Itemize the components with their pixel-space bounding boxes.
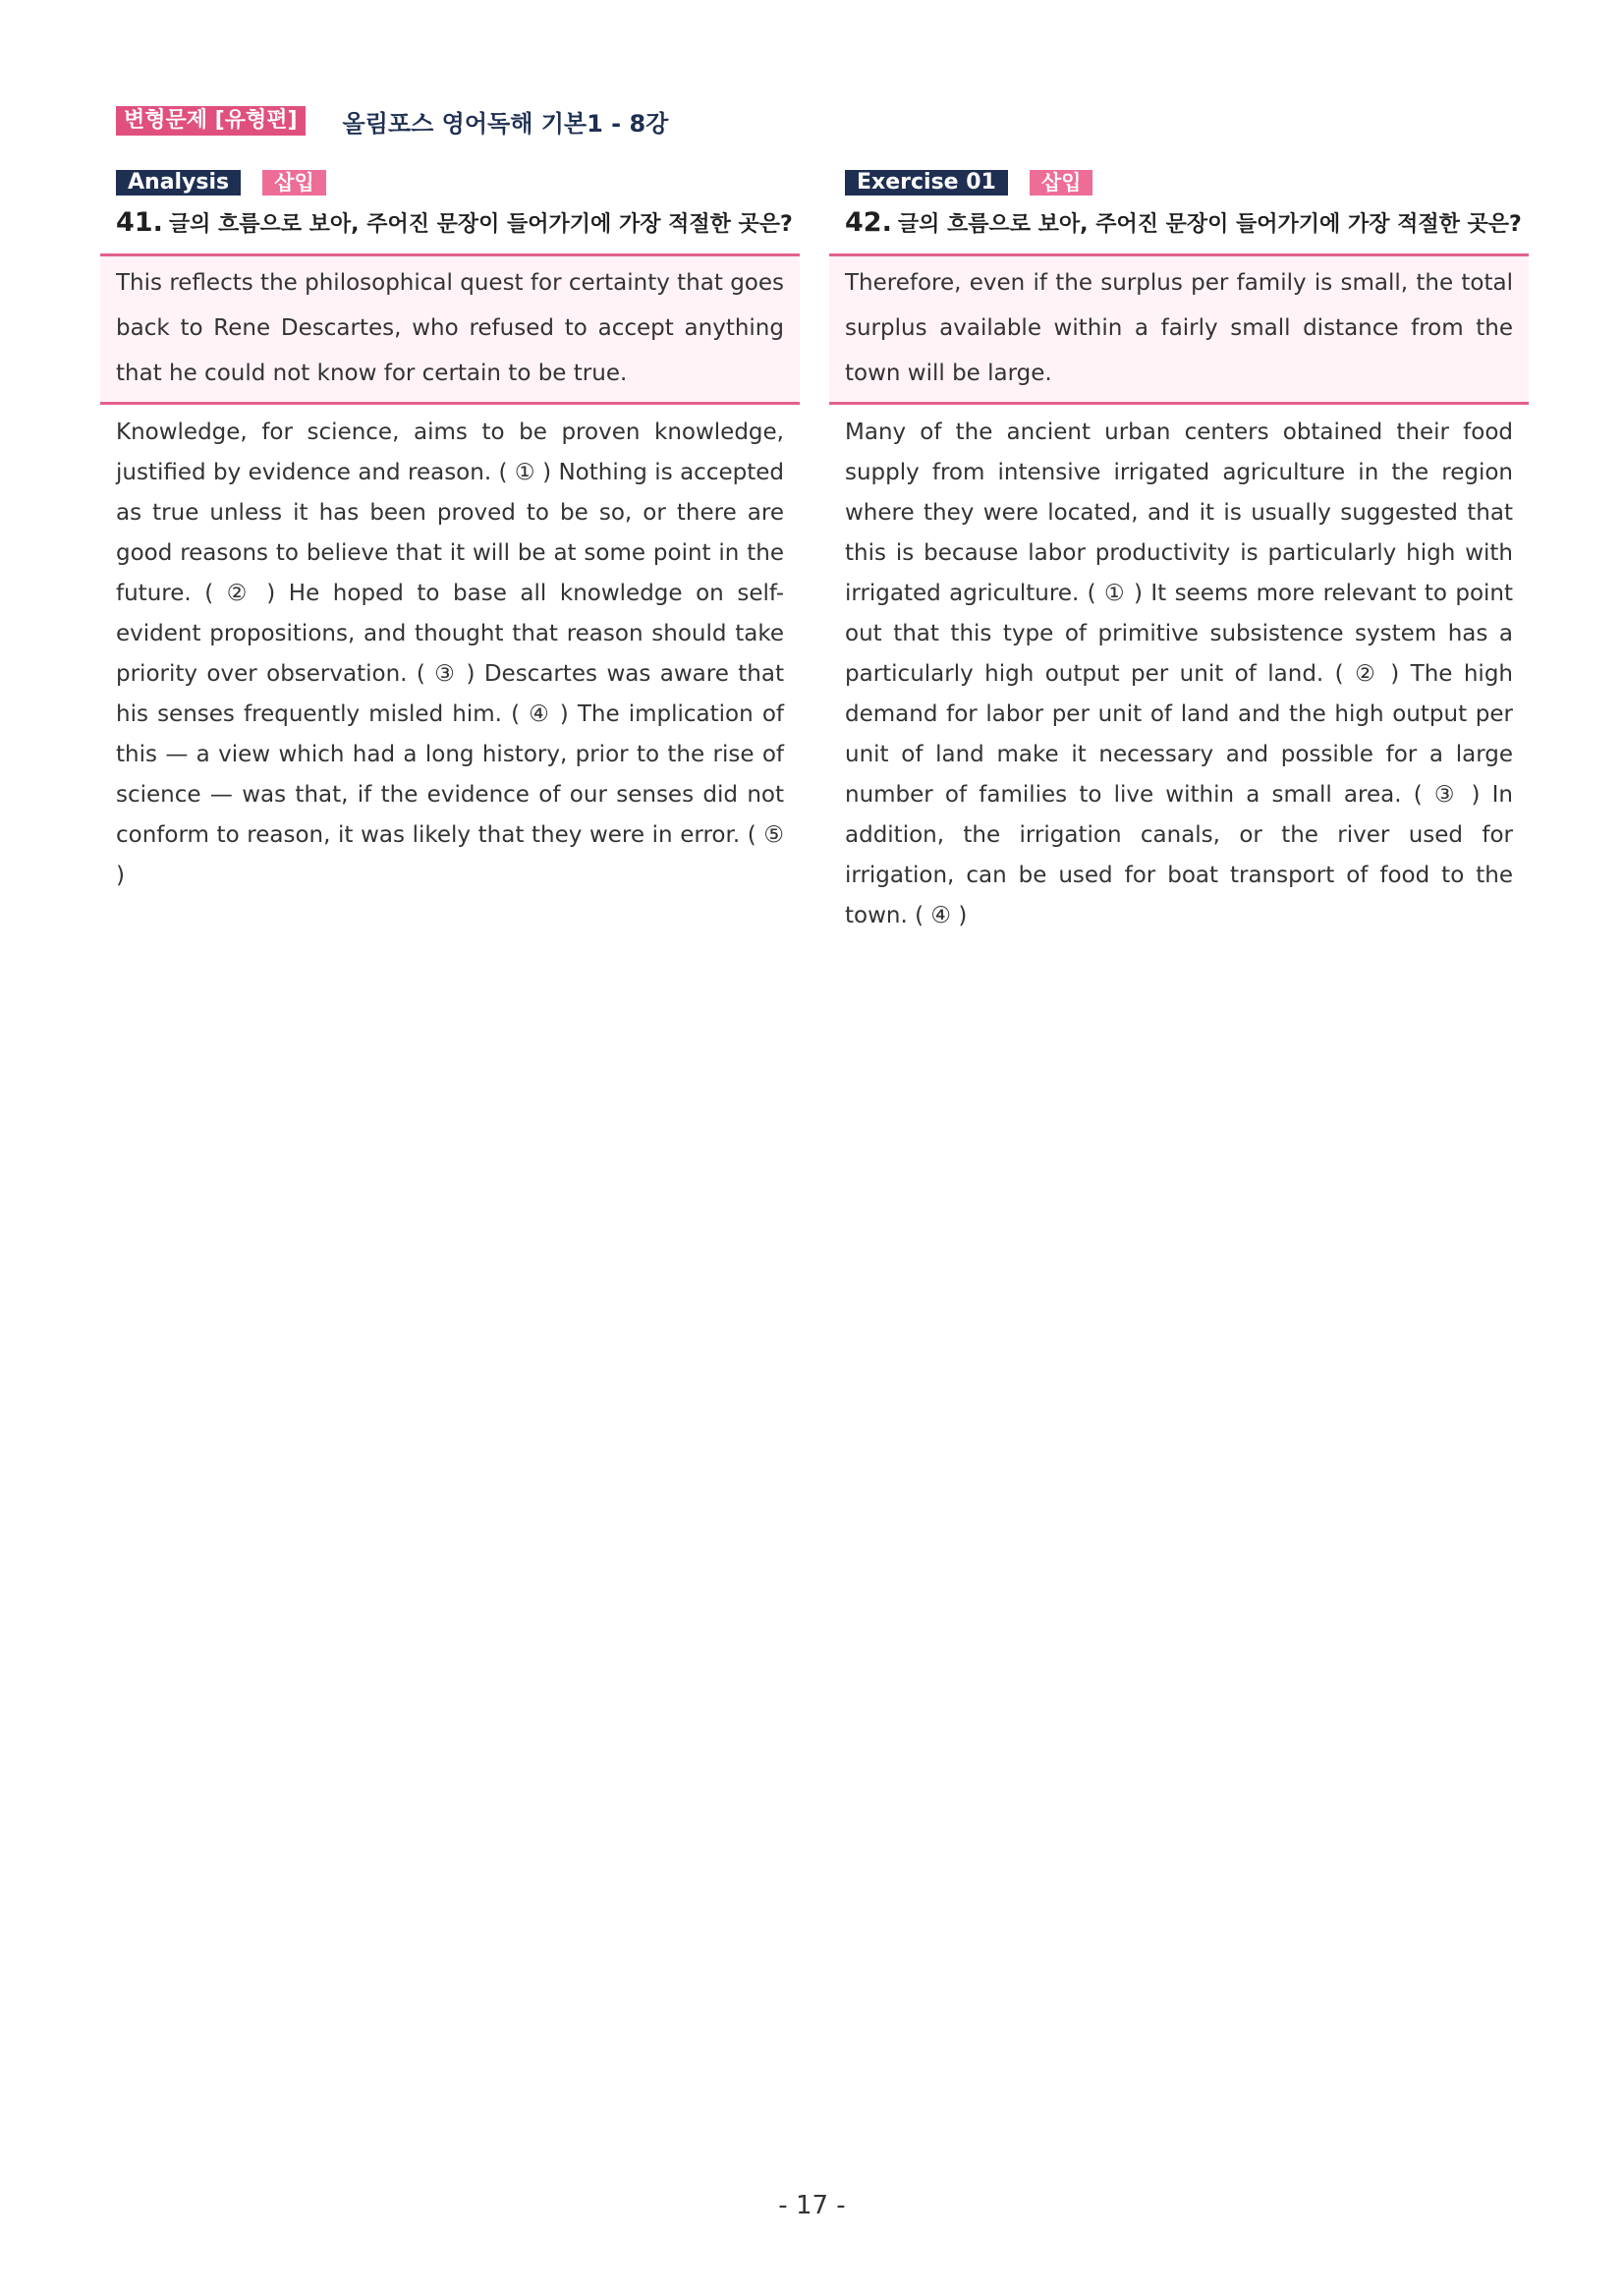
book-title: 올림포스 영어독해 기본1 - 8강 [342,109,669,138]
given-sentence-box: Therefore, even if the surplus per family is small, the total surplus available within a fairly small distance from the town will be large. [829,253,1529,405]
question-number: 41. [116,207,163,238]
analysis-tag: Analysis [116,170,241,196]
page-header [116,104,668,138]
question-tags [845,169,1529,196]
question-text: 글의 흐름으로 보아, 주어진 문장이 들어가기에 가장 적절한 곳은? [168,212,793,237]
question-number: 42. [845,207,892,238]
exercise-tag: Exercise 01 [845,170,1008,196]
given-sentence-box: This reflects the philosophical quest for certainty that goes back to Rene Descartes, who refused to accept anything that he could not know for certain to be true. [100,253,800,405]
question-type-tag: 삽입 [262,170,326,196]
question-type-tag: 삽입 [1030,170,1093,196]
question-text: 글의 흐름으로 보아, 주어진 문장이 들어가기에 가장 적절한 곳은? [897,212,1522,237]
passage-text: Many of the ancient urban centers obtained their food supply from intensive irrigated agriculture in the region where they were located, and it is usually suggested that this is because labor productivity is particularly high with irrigated agriculture. ( ① ) It seems more relevant to point out that this type of primitive subsistence system has a particularly high output per unit of land. ( ② ) The high demand for labor per unit of land and the high output per unit of land make it necessary and possible for a large number of families to live within a small area. ( ③ ) In addition, the irrigation canals, or the river used for irrigation, can be used for boat transport of food to the town. ( ④ ) [845,420,1513,928]
section-badge: 변형문제 [유형편] [116,106,306,136]
question-prompt [116,204,794,244]
question-prompt [845,204,1523,244]
passage-text: Knowledge, for science, aims to be proven knowledge, justified by evidence and reason. ( ① ) Nothing is accepted as true unless it has been proved to be so, or there are good reasons to believe that it will be at some point in the future. ( ② ) He hoped to base all knowledge on self-evident propositions, and thought that reason should take priority over observation. ( ③ ) Descartes was aware that his senses frequently misled him. ( ④ ) The implication of this — a view which had a long history, prior to the rise of science — was that, if the evidence of our senses did not conform to reason, it was likely that they were in error. ( ⑤ ) [116,420,784,888]
page-number: - 17 - [778,2191,846,2220]
question-tags [116,169,800,196]
question-41-column [100,169,800,896]
question-42-column [829,169,1529,936]
